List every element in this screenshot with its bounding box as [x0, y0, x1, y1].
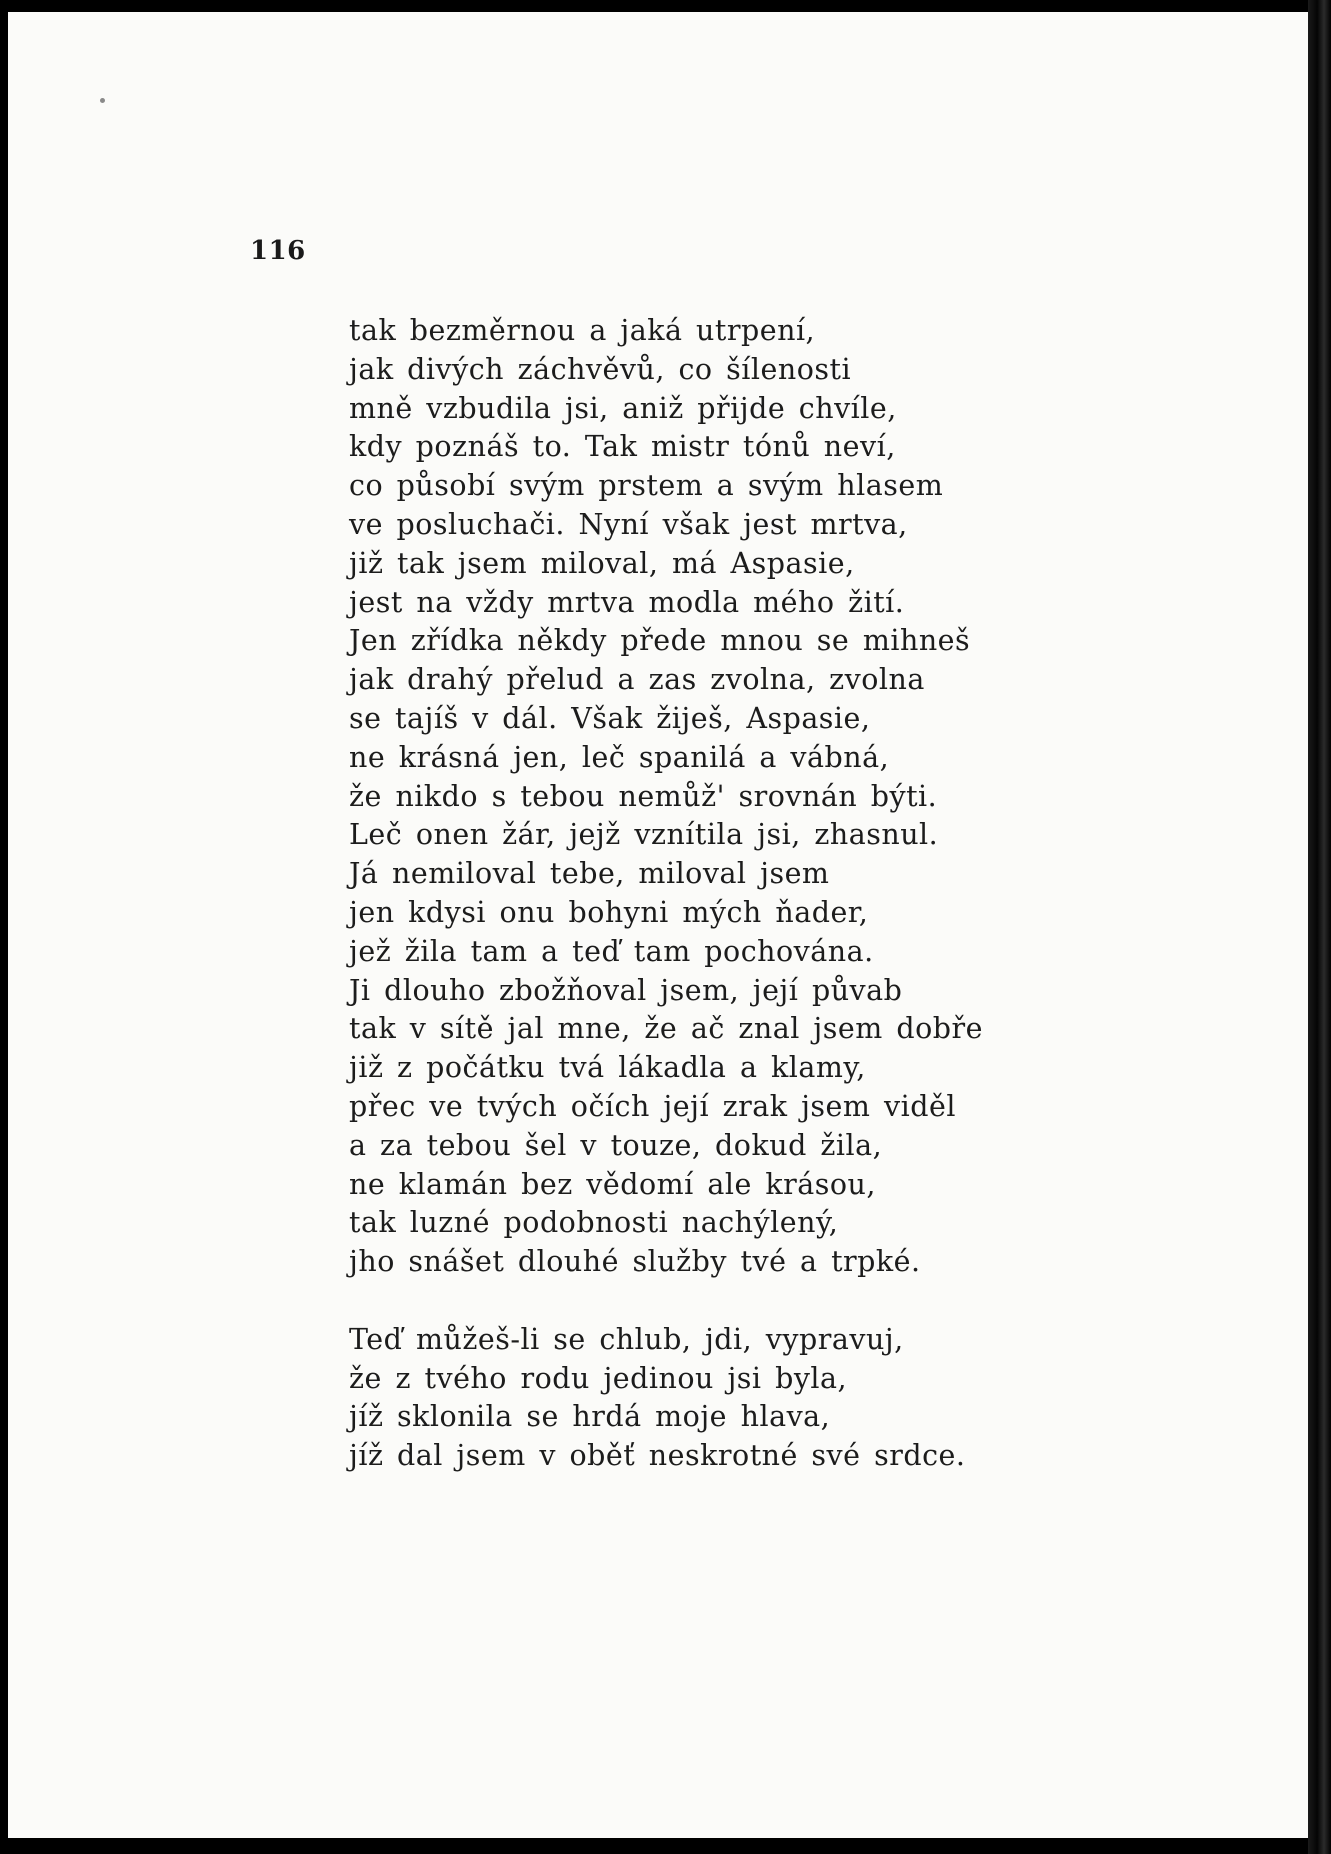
- poem-line: Jen zřídka někdy přede mnou se mihneš: [349, 624, 971, 658]
- poem-line: Ji dlouho zbožňoval jsem, její půvab: [349, 973, 903, 1007]
- book-edge-shadow: [1308, 0, 1331, 1854]
- poem-line: a za tebou šel v touze, dokud žila,: [349, 1128, 883, 1162]
- poem-line: jest na vždy mrtva modla mého žití.: [349, 585, 905, 619]
- poem-line: jíž sklonila se hrdá moje hlava,: [349, 1400, 831, 1434]
- poem-line: jež žila tam a teď tam pochována.: [349, 934, 874, 968]
- poem-line: tak bezměrnou a jaká utrpení,: [349, 314, 816, 347]
- poem-line: Já nemiloval tebe, miloval jsem: [349, 857, 830, 891]
- stanza-1: [349, 312, 1249, 1282]
- poem-line: mně vzbudila jsi, aniž přijde chvíle,: [349, 391, 897, 425]
- poem-line: ve posluchači. Nyní však jest mrtva,: [349, 507, 908, 541]
- poem-line: co působí svým prstem a svým hlasem: [349, 469, 944, 503]
- poem-line: jak divých záchvěvů, co šílenosti: [349, 352, 852, 386]
- paper-speck: [100, 98, 105, 103]
- poem-line: se tajíš v dál. Však žiješ, Aspasie,: [349, 701, 871, 735]
- poem-line: tak luzné podobnosti nachýlený,: [349, 1206, 839, 1240]
- poem-line: ne krásná jen, leč spanilá a vábná,: [349, 740, 890, 774]
- poem-line: přec ve tvých očích její zrak jsem viděl: [349, 1089, 956, 1123]
- poem-line: již tak jsem miloval, má Aspasie,: [349, 546, 855, 580]
- poem-line: ne klamán bez vědomí ale krásou,: [349, 1167, 876, 1201]
- poem-body: [349, 312, 1249, 1476]
- stanza-2: [349, 1321, 1249, 1476]
- poem-line: jho snášet dlouhé služby tvé a trpké.: [349, 1245, 921, 1279]
- poem-line: jak drahý přelud a zas zvolna, zvolna: [349, 663, 925, 697]
- poem-line: jen kdysi onu bohyni mých ňader,: [349, 895, 869, 929]
- poem-line: tak v sítě jal mne, že ač znal jsem dobře: [349, 1012, 983, 1046]
- page-number: 116: [250, 236, 306, 266]
- poem-line: již z počátku tvá lákadla a klamy,: [349, 1051, 866, 1085]
- poem-line: že nikdo s tebou nemůž' srovnán býti.: [349, 779, 938, 813]
- poem-line: jíž dal jsem v oběť neskrotné své srdce.: [349, 1439, 966, 1473]
- poem-line: Teď můžeš-li se chlub, jdi, vypravuj,: [349, 1322, 904, 1356]
- poem-line: Leč onen žár, jejž vznítila jsi, zhasnul.: [349, 818, 939, 852]
- poem-line: že z tvého rodu jedinou jsi byla,: [349, 1361, 848, 1395]
- poem-line: kdy poznáš to. Tak mistr tónů neví,: [349, 430, 896, 464]
